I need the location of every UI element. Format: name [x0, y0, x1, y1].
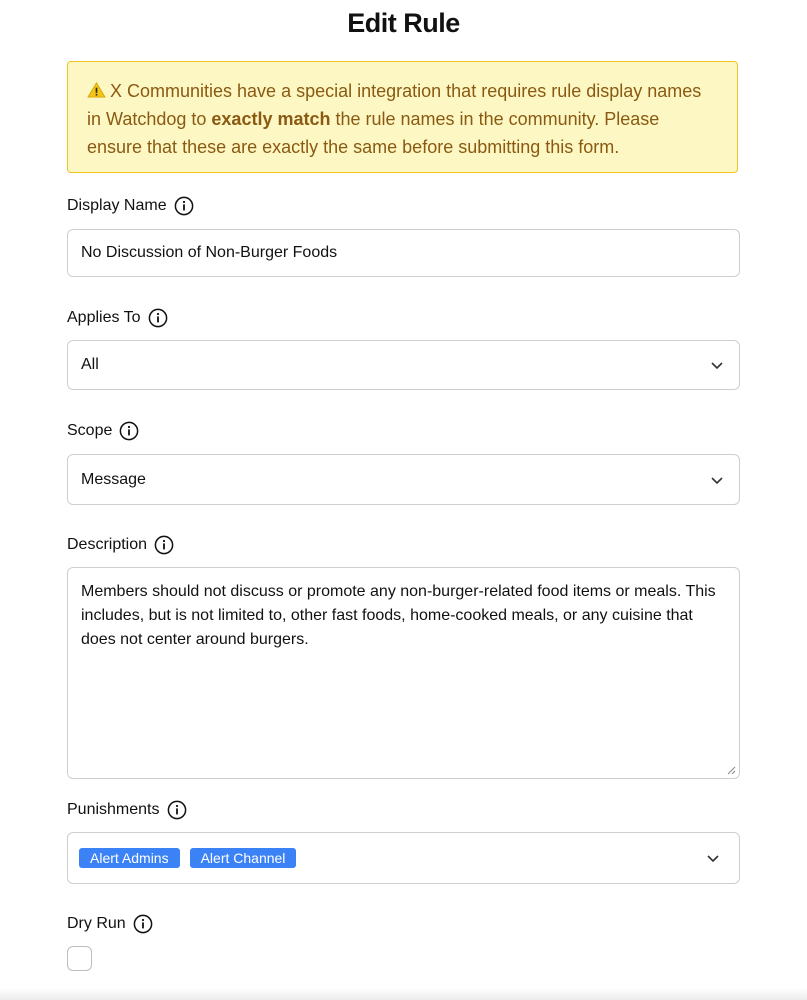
info-icon[interactable] — [167, 800, 187, 820]
applies-to-label — [67, 307, 168, 329]
bottom-edge-shadow — [0, 988, 807, 1000]
description-textarea[interactable] — [67, 567, 740, 779]
punishments-label — [67, 799, 187, 821]
punishments-label-text: Punishments — [67, 801, 160, 818]
applies-to-value: All — [81, 356, 99, 373]
info-icon[interactable] — [174, 196, 194, 216]
warning-text-after: the rule names in the community. Please ensure that these are exactly the same before submitting this form. — [87, 109, 660, 157]
description-label-text: Description — [67, 536, 148, 553]
warning-text-before: X Communities have a special integration that requires rule display names in Watchdog to — [87, 81, 702, 129]
warning-text-bold: exactly match — [211, 109, 331, 129]
applies-to-label-text: Applies To — [67, 309, 141, 326]
display-name-value: No Discussion of Non-Burger Foods — [81, 244, 338, 261]
punishments-multiselect[interactable] — [67, 832, 740, 884]
info-icon[interactable] — [119, 421, 139, 441]
scope-select[interactable] — [67, 454, 740, 505]
chevron-down-icon — [706, 851, 720, 865]
chevron-down-icon — [710, 358, 724, 372]
resize-handle-icon[interactable] — [727, 766, 736, 775]
display-name-label-text: Display Name — [67, 197, 167, 214]
warning-icon — [87, 82, 106, 98]
scope-label — [67, 420, 139, 442]
info-icon[interactable] — [133, 914, 153, 934]
dry-run-label-text: Dry Run — [67, 915, 126, 932]
scope-value: Message — [81, 470, 146, 488]
dry-run-checkbox[interactable] — [67, 946, 92, 971]
info-icon[interactable] — [148, 308, 168, 328]
info-icon[interactable] — [154, 535, 174, 555]
scope-label-text: Scope — [67, 422, 113, 439]
description-label — [67, 534, 174, 556]
display-name-input[interactable] — [67, 229, 740, 277]
tag-alert-admins[interactable]: Alert Admins — [79, 848, 180, 868]
tag-alert-channel[interactable]: Alert Channel — [190, 848, 297, 868]
description-value: Members should not discuss or promote any non-burger-related food items or meals. This includes, but is not limited to, other fast foods, home-cooked meals, or any cuisine that does not center around burgers. — [81, 583, 716, 648]
display-name-label — [67, 195, 194, 217]
chevron-down-icon — [710, 473, 724, 487]
warning-banner — [67, 61, 738, 173]
applies-to-select[interactable] — [67, 340, 740, 390]
page-title: Edit Rule — [347, 8, 460, 38]
punishment-tags — [79, 848, 706, 868]
dry-run-label — [67, 913, 153, 935]
